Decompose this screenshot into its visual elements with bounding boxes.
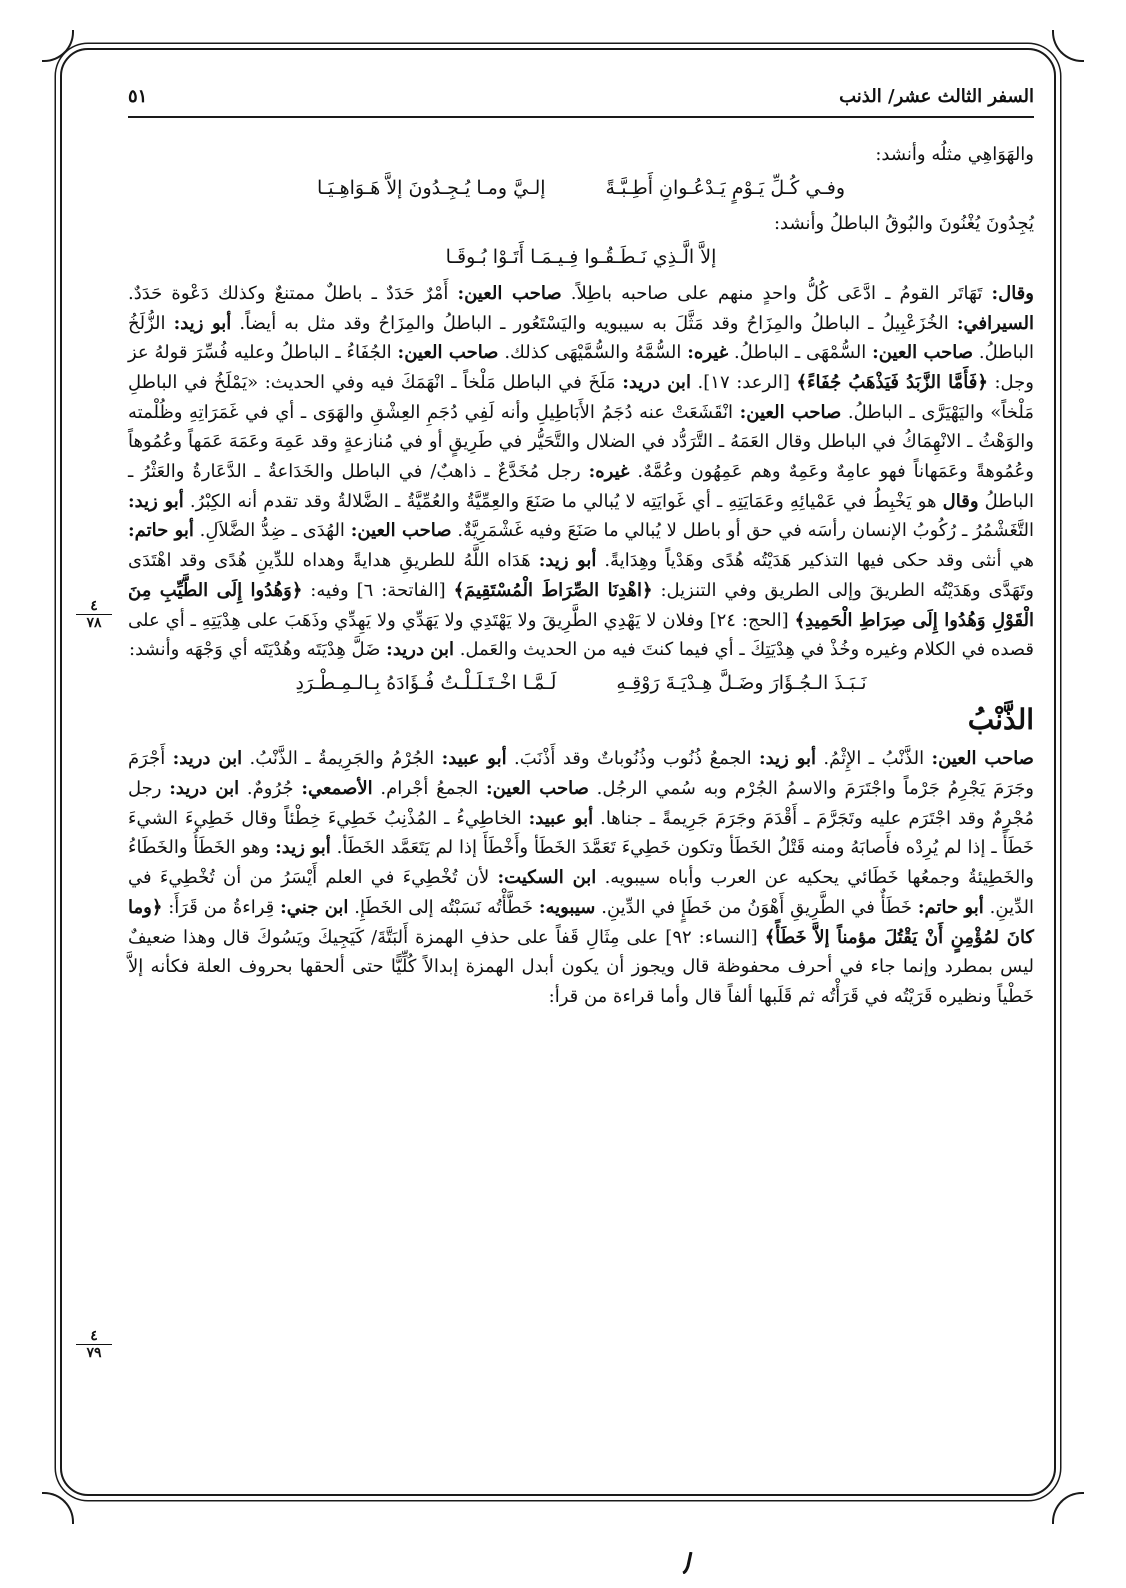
text-run: هَدَاه اللَّهُ للطريقِ هدايةً وهداه للدِّينِ هُدًى وقد اهْتَدَى وتَهَدَّى وهَدَيْتُه الطريقَ وإلى الطريق وفي التنزيل: [128,550,1034,601]
text-run: السُّمَّهُ والسُّمَّيْهَى كذلك. [498,342,688,364]
page-number: ٥١ [128,85,148,107]
verse-hemistich: وفـي كُـلِّ يَـوْمٍ يَـدْعُـوانِ أَطِـبَّـةً [605,176,846,199]
text-run: الذَّنْبُ ـ الإِثْمُ. [816,748,932,770]
text-run: هي أنثى وقد حكى فيها التذكير هَدَيْتُه هُدًى وهَدْياً وهِدَايةً. [596,550,1034,572]
source-citation: صاحب العين: [457,282,562,304]
source-citation: ابن دريد: [622,371,691,393]
text-run: قِراءةُ من قَرَأَ: [162,896,281,918]
poem-verse [128,669,1034,699]
margin-volume-page-ref: ٤ ٧٨ [76,598,112,631]
text-run: وهو الخَطَأُ والخَطَاءُ والخَطِيئةُ وجمعُها خَطَائي يحكيه عن العرب وأباه سيبويه. [128,837,1034,889]
source-citation: صاحب العين: [350,520,452,542]
text-run: تَهَاتَر القومُ ـ ادَّعَى كُلُّ واحدٍ منهم على صاحبه باطِلاً. [561,282,992,304]
source-citation: صاحب العين: [931,748,1034,770]
source-citation: أبو زيد: [538,550,597,572]
text-run: [الحج: ٢٤] وفلان لا يَهْدِي الطَّرِيقَ ولا يَهْتَدِي ولا يَهَدِّي ولا يَهِدِّي وذَهَبَ على هِدْيَتِهِ ـ أي على قصده في الكلام وغيره وخُذْ في هِدْيَتِكَ ـ أي فيما كنتَ فيه من الحديث والعَمل. [128,609,1034,661]
text-run: [النساء: ٩٢] على مِثَالِ قَفاً على حذفِ الهمزة أَلبَتَّةَ/ كَيَجِيكَ ويَسُوكَ قال وهذا ضعيفٌ ليس بمطرد وإنما جاء في أحرف محفوظة قال ويجوز أن يكون أبدل الهمزة إبدالاً كُلِّيًّا حتى ألحقها بحروف العلة فكأنه إلاَّ خَطْياً ونظيره قَرَيْتُه في قَرَأْتُه ثم قَلَبها ألفاً قال وأما قراءة من قرأ: [128,926,1034,1007]
paragraph: يُجِدُونَ يُغْنُونَ والبُوقُ الباطلُ وأنشد: [773,213,1034,235]
source-citation: وقال: [991,282,1034,304]
text-run: خَطَّأْتُه نَسَبْتُه إلى الخَطَإِ. [348,896,539,918]
source-citation: صاحب العين: [397,342,499,364]
source-citation: سيبويه: [538,896,596,918]
poem-verse [128,243,1034,273]
section-heading: الذَّنْبُ [967,702,1034,736]
page-header [128,76,1034,118]
source-citation: صاحب العين: [486,778,589,800]
source-citation: ﴿وَهُدُوا إِلَى الطَّيِّبِ مِنَ الْقَوْلِ وَهُدُوا إِلَى صِرَاطِ الْحَمِيدِ﴾ [128,579,1034,631]
source-citation: أبو زيد: [128,490,184,512]
source-citation: أبو زيد: [758,748,817,770]
text-run: الخُزَعْبِيلُ ـ الباطلُ والمِزَاحُ وقد مَثَّلَ به سيبويه واليَسْتَعُور ـ الباطلُ والمِزَاحُ وقد مثل به أيضاً. [231,312,957,334]
source-citation: ابن جني: [280,896,349,918]
paragraph [128,744,1034,1011]
text-run: الجمعُ أجْرام. [372,778,486,800]
text-run: الجمعُ ذُنُوب وذُنُوباتٌ وقد أَذْنَبَ. [506,748,759,770]
verse-hemistich: إلاَّ الَّـذِي نَـطَـقُـوا فِـيـمَـا أَتَـوْا بُـوقَـا [445,246,717,269]
text-run: الهُدَى ـ ضِدُّ الضَّلاَلِ. [193,520,351,542]
source-citation: ﴿وما كانَ لمُؤْمِنٍ أَنْ يَقْتُلَ مؤمناً إلاَّ خَطَأً﴾ [128,896,1035,948]
source-citation: وقال [942,490,979,512]
source-citation: أبو حاتم: [917,896,984,918]
verse-hemistich: نَـبَـذَ الـجُـؤَارَ وضَـلَّ هِـدْيَـةَ رَوْقِـهِ [616,671,867,694]
text-run: [الفاتحة: ٦] وفيه: [302,579,454,601]
text-run: هو يَخْبِطُ في عَمْيائِهِ وعَمَايَتِهِ ـ أي غَوايَتِه لا يُبالي ما صَنَعَ والعِمِّيَّةُ والعُمِّيَّةُ ـ الضَّلالةُ وقد تقدم أنه الكِبْرُ. [183,490,943,512]
source-citation: أبو عبيد: [441,748,507,770]
source-citation: صاحب العين: [872,342,974,364]
source-citation: ﴿فَأَمَّا الزَّبَدُ فَيَذْهَبُ جُفَاءً﴾ [796,371,988,393]
text-run: الجُفَاءُ ـ الباطلُ وعليه فُسِّرَ قولهُ عز وجل: [128,342,1034,393]
frame-corner-ornament [1052,1492,1084,1524]
source-citation: السيرافي: [956,312,1035,334]
verse-hemistich: لَـمَّـا اخْـتَـلَـلْـتُ فُـؤَادَهُ بِـالـمِـطْـرَدِ [295,671,557,694]
text-run: مَلَخَ في الباطل مَلْخاً ـ انْهَمَكَ فيه وفي الحديث: «يَمْلَخُ في الباطلِ مَلْخاً» واليَهْيَرَّى ـ الباطلُ. [128,371,1034,423]
margin-volume-page-ref: ٤ ٧٩ [76,1328,112,1361]
text-run: انْقَشَعَتْ عنه دُجَمُ الأَبَاطِيلِ وأنه لَفِي دُجَمِ العِشْقِ والهَوَى ـ أي في غَمَرَاتِهِ وظُلْمته والوَهْثُ ـ الانْهِمَاكُ في الباطل وقال العَمَهُ ـ التَّرَدُّد في الضلال والتَّحَيُّر في طَرِيقٍ أو في مُنازعةٍ وقد عَمِهَ وعَمَهَ عَمَهاً وعُمُوهاً وعُمُوهةً وعَمَهاناً فهو عامِهٌ وعَمِهٌ وهم عَمِهُون وعُمَّهٌ. [128,401,1034,483]
text-run: خَطَأٌ في الطَّرِيقِ أَهْوَنُ من خَطَإٍ في الدِّينِ. [595,896,918,918]
text-run: الزُّلَخُ الباطلُ. [128,312,1034,364]
verse-hemistich: إلـيَّ ومـا يُـجِـدُونَ إلاَّ هَـوَاهِـيَـا [316,176,546,199]
text-run: الجُرْمُ والجَرِيمةُ ـ الذَّنْبُ. [242,748,442,770]
text-run: [الرعد: ١٧]. [690,371,797,393]
source-citation: ابن السكيت: [497,867,597,889]
main-text [128,140,1034,1012]
frame-corner-ornament [42,1492,74,1524]
paragraph [128,279,1034,665]
source-citation: ابن دريد: [169,778,240,800]
source-citation: الأصمعي: [301,778,373,800]
source-citation: أبو عبيد: [528,807,594,829]
text-run: أَجْرَمَ وجَرَمَ يَجْرِمُ جَرْماً واجْتَرَمَ والاسمُ الجُرْم وبه سُمي الرجُل. [128,748,1034,800]
text-run: أَمْرٌ حَدَدٌ ـ باطلٌ ممتنعٌ وكذلك دَعْوة حَدَدٌ. [128,282,458,304]
source-citation: ابن دريد: [386,639,454,661]
page-edge-mark [682,1552,696,1574]
text-run: السُّمْهَى ـ الباطلُ. [728,342,873,364]
text-run: الخاطِيءُ ـ المُذْنِبُ خَطِيءَ خِطْئاً وقال خَطِيءَ الشيءَ خَطَأً ـ إذا لم يُرِدْه فأَصابَهُ ومنه قَتْلُ الخَطَأ وتكون خَطِيءَ تَعَمَّدَ الخَطَأ وأَخْطَأَ إذا لم يَتَعَمَّد الخَطَأ. [128,807,1035,859]
text-run: ضَلَّ هِدْيَتَه وهُدْيَتَه أي وَجْهَه وأنشد: [129,639,387,661]
source-citation: ابن دريد: [172,748,243,770]
text-run: جُرُومٌ. [239,778,302,800]
source-citation: ﴿اهْدِنَا الصِّرَاطَ الْمُسْتَقِيمَ﴾ [453,579,653,601]
text-run: رجل مُجْرِمٌ وقد اجْتَرَم عليه وتَجَرَّمَ ـ أَقْدَمَ وجَرَمَ جَرِيمةً ـ جناها. [128,778,1034,829]
text-run: التَّغَشْمُرُ ـ رُكُوبُ الإنسان رأسَه في حق أو باطل لا يُبالي ما صَنَعَ وفيه غَشْمَرِيَّةٌ. [451,520,1034,542]
source-citation: أبو زيد: [173,312,232,334]
running-title: السفر الثالث عشر/ الذنب [839,85,1034,107]
frame-corner-ornament [1052,30,1084,62]
text-run: لأن تُخْطِيءَ في العلم أَيْسَرُ من أن تُخْطِيءَ في الدِّينِ. [128,867,1035,918]
source-citation: غيره: [588,461,630,483]
paragraph: والهَوَاهِي مثلُه وأنشد: [875,144,1034,165]
source-citation: أبو زيد: [275,837,331,859]
source-citation: صاحب العين: [739,401,842,423]
source-citation: غيره: [687,342,729,364]
poem-verse [128,174,1034,204]
text-run: رجل مُخَدَّعٌ ـ ذاهبٌ/ في الباطل والخَدَاعةُ ـ الدَّعَارةُ والعَثْرُ ـ الباطلُ [128,461,1034,512]
source-citation: أبو حاتم: [128,520,194,542]
